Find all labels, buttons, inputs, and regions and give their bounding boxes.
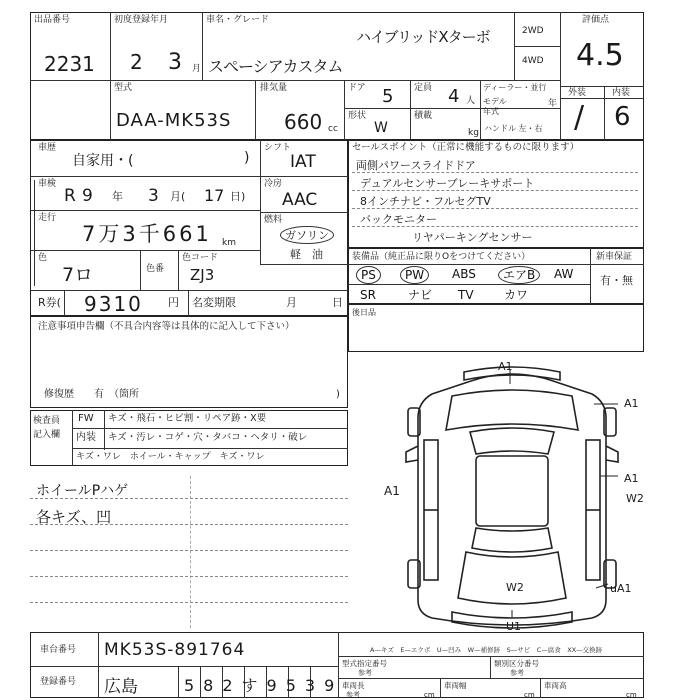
- after-items-label: 後日品: [352, 308, 376, 317]
- warranty-month-unit: 月: [286, 296, 297, 309]
- damage-mark: W2: [626, 492, 644, 505]
- inspection-day: 17: [204, 186, 225, 205]
- equip-sr: SR: [360, 288, 376, 302]
- equip-abs: ABS: [452, 267, 476, 281]
- recycle-label: R券(: [38, 296, 61, 309]
- table-row-text: キズ・飛石・ヒビ割・リペア跡・X要: [108, 413, 267, 424]
- score: 4.5: [576, 38, 624, 73]
- displacement-value: 660: [284, 110, 323, 134]
- shift-value: IAT: [290, 152, 316, 172]
- year-unit: 年: [548, 99, 558, 109]
- hood: [446, 390, 578, 430]
- sales-title: セールスポイント（正常に機能するものに限ります）: [352, 142, 580, 153]
- sales-point: リヤパーキングセンサー: [412, 231, 533, 244]
- height-label: 車両高: [544, 681, 567, 690]
- dealer-label: ディーラー・並行: [483, 83, 547, 92]
- plate-label: 登録番号: [40, 677, 77, 687]
- model-name: スペーシアカスタム: [208, 57, 343, 76]
- table-row-text: キズ・ワレ ホイール・キャップ キズ・ワレ: [76, 452, 265, 462]
- model-year-label: モデル年式: [483, 97, 507, 116]
- fuel-diesel: 軽 油: [290, 248, 323, 261]
- length-unit: cm: [424, 691, 435, 699]
- new-car-warranty-label: 新車保証: [596, 252, 633, 262]
- inspection-day-unit: 日): [230, 190, 246, 203]
- grade: ハイブリッドXターボ: [356, 28, 490, 46]
- door-label: ドア: [348, 83, 366, 93]
- color-no-label: 色番: [146, 264, 165, 274]
- color-code: ZJ3: [190, 266, 215, 284]
- drive-2wd: 2WD: [522, 26, 544, 36]
- rear-window: [472, 528, 552, 552]
- length-sub: 参考: [346, 691, 360, 699]
- drive-4wd: 4WD: [522, 56, 544, 66]
- paint-value: 7ロ: [62, 264, 94, 286]
- windshield: [470, 428, 554, 454]
- interior-label: 内装: [612, 88, 631, 98]
- repair-history-close: ): [336, 389, 340, 400]
- paint-label: 色: [38, 253, 48, 263]
- plate-area: 広島: [104, 677, 138, 697]
- equipment-title: 装備品（純正品に限りOをつけてください）: [352, 252, 531, 262]
- equip-leather: カワ: [504, 288, 529, 302]
- shift-label: シフト: [264, 143, 292, 153]
- equip-airbag: エアB: [498, 266, 540, 284]
- type-value: DAA-MK53S: [116, 110, 232, 131]
- fuel-gas: ガソリン: [280, 226, 334, 244]
- rear-hatch: [458, 552, 566, 604]
- interior-grade: 6: [614, 102, 631, 132]
- lot-label: 出品番号: [34, 15, 71, 25]
- sales-point: 両側パワースライドドア: [356, 159, 476, 172]
- class-sub: 参考: [510, 669, 524, 677]
- chassis-value: MK53S-891764: [104, 640, 246, 660]
- load-label: 積載: [414, 111, 433, 121]
- equip-tv: TV: [458, 288, 474, 302]
- lot-number: 2231: [44, 52, 95, 76]
- width-label: 車両幅: [444, 681, 467, 690]
- history-label: 車歴: [38, 143, 57, 153]
- history-close: ): [244, 150, 250, 166]
- km-unit: km: [222, 238, 236, 248]
- inspection-label: 車検: [38, 179, 57, 189]
- capacity-unit: 人: [466, 96, 476, 106]
- roof: [476, 456, 548, 526]
- color-code-label: 色コード: [182, 253, 219, 263]
- recycle-value: 9310: [84, 292, 143, 316]
- width-unit: cm: [524, 691, 535, 699]
- first-reg-month: 3: [168, 50, 182, 75]
- score-label: 評価点: [582, 15, 610, 25]
- equip-navi: ナビ: [408, 288, 433, 302]
- handwritten-note: ホイールPハゲ: [36, 483, 129, 499]
- model-grade-label: 車名・グレード: [206, 15, 270, 25]
- repair-history-label: 修復歴 有 （箇所: [44, 389, 139, 400]
- cert-sub: 参考: [358, 669, 372, 677]
- left-mirror: [406, 446, 418, 462]
- equip-pw: PW: [400, 266, 429, 284]
- sales-point: 8インチナビ・フルセグTV: [360, 195, 491, 208]
- new-car-warranty-value: 有・無: [600, 274, 633, 287]
- handle-label: ハンドル 左・右: [484, 124, 543, 133]
- ac-label: 冷房: [264, 179, 283, 189]
- fuel-label: 燃料: [264, 215, 283, 225]
- damage-mark: A1: [384, 484, 400, 498]
- length-label: 車両長: [342, 681, 365, 690]
- right-mirror: [606, 446, 618, 462]
- equip-ps: PS: [356, 266, 381, 284]
- damage-mark: A1: [624, 397, 639, 410]
- inspector-label: 検査員: [33, 416, 61, 426]
- plate-number: 582す9539: [184, 676, 344, 695]
- inspection-year: 9: [82, 186, 93, 206]
- equip-aw: AW: [554, 267, 574, 281]
- inspection-month-unit: 月(: [170, 190, 186, 203]
- cert-label: 型式指定番号: [342, 659, 387, 668]
- height-unit: cm: [626, 691, 637, 699]
- chassis-label: 車台番号: [40, 645, 77, 655]
- damage-mark: W2: [506, 581, 524, 594]
- sales-point: デュアルセンサーブレーキサポート: [360, 177, 535, 190]
- inspection-r: R: [64, 186, 76, 206]
- recycle-unit: 円: [168, 296, 179, 309]
- ac-value: AAC: [282, 190, 318, 210]
- sales-point: バックモニター: [360, 213, 437, 226]
- capacity-label: 定員: [414, 83, 433, 93]
- class-label: 類別区分番号: [494, 659, 539, 668]
- damage-mark: A1: [498, 360, 513, 373]
- type-label: 型式: [114, 83, 133, 93]
- damage-mark: uA1: [610, 582, 632, 595]
- cc-unit: cc: [328, 124, 338, 134]
- inspection-year-unit: 年: [112, 190, 123, 203]
- kg-unit: kg: [468, 128, 479, 138]
- history-value: 自家用・(: [72, 153, 134, 169]
- damage-mark: A1: [624, 472, 639, 485]
- first-reg-label: 初度登録年月: [114, 15, 169, 25]
- first-reg-month-unit: 月: [192, 64, 202, 74]
- doors: 5: [382, 86, 394, 107]
- exterior-grade: /: [574, 100, 585, 135]
- inspection-month: 3: [148, 186, 159, 206]
- handwritten-note: 各キズ、凹: [36, 508, 112, 526]
- exterior-label: 外装: [568, 88, 587, 98]
- warranty-day-unit: 日: [332, 296, 343, 309]
- record-label: 記入欄: [33, 430, 61, 440]
- mileage-label: 走行: [38, 213, 57, 223]
- shape-label: 形状: [348, 111, 367, 121]
- damage-legend: A—キズ E—エクボ U—凹み W—補修跡 S—サビ C—腐食 XX—交換跡: [370, 646, 603, 654]
- capacity: 4: [448, 86, 460, 107]
- displacement-label: 排気量: [260, 83, 288, 93]
- damage-mark: U1: [506, 620, 522, 633]
- warranty-expiry-label: 名変期限: [192, 296, 236, 309]
- table-row-text: キズ・汚レ・コゲ・穴・タバコ・ヘタリ・破レ: [108, 432, 308, 443]
- table-row-head: FW: [78, 413, 94, 424]
- first-reg-year: 2: [130, 50, 143, 74]
- shape-value: W: [374, 120, 388, 136]
- notes-title: 注意事項申告欄（不具合内容等は具体的に記入して下さい）: [38, 321, 295, 332]
- table-row-head: 内装: [76, 432, 96, 443]
- mileage-value: 7万3千661: [82, 222, 212, 246]
